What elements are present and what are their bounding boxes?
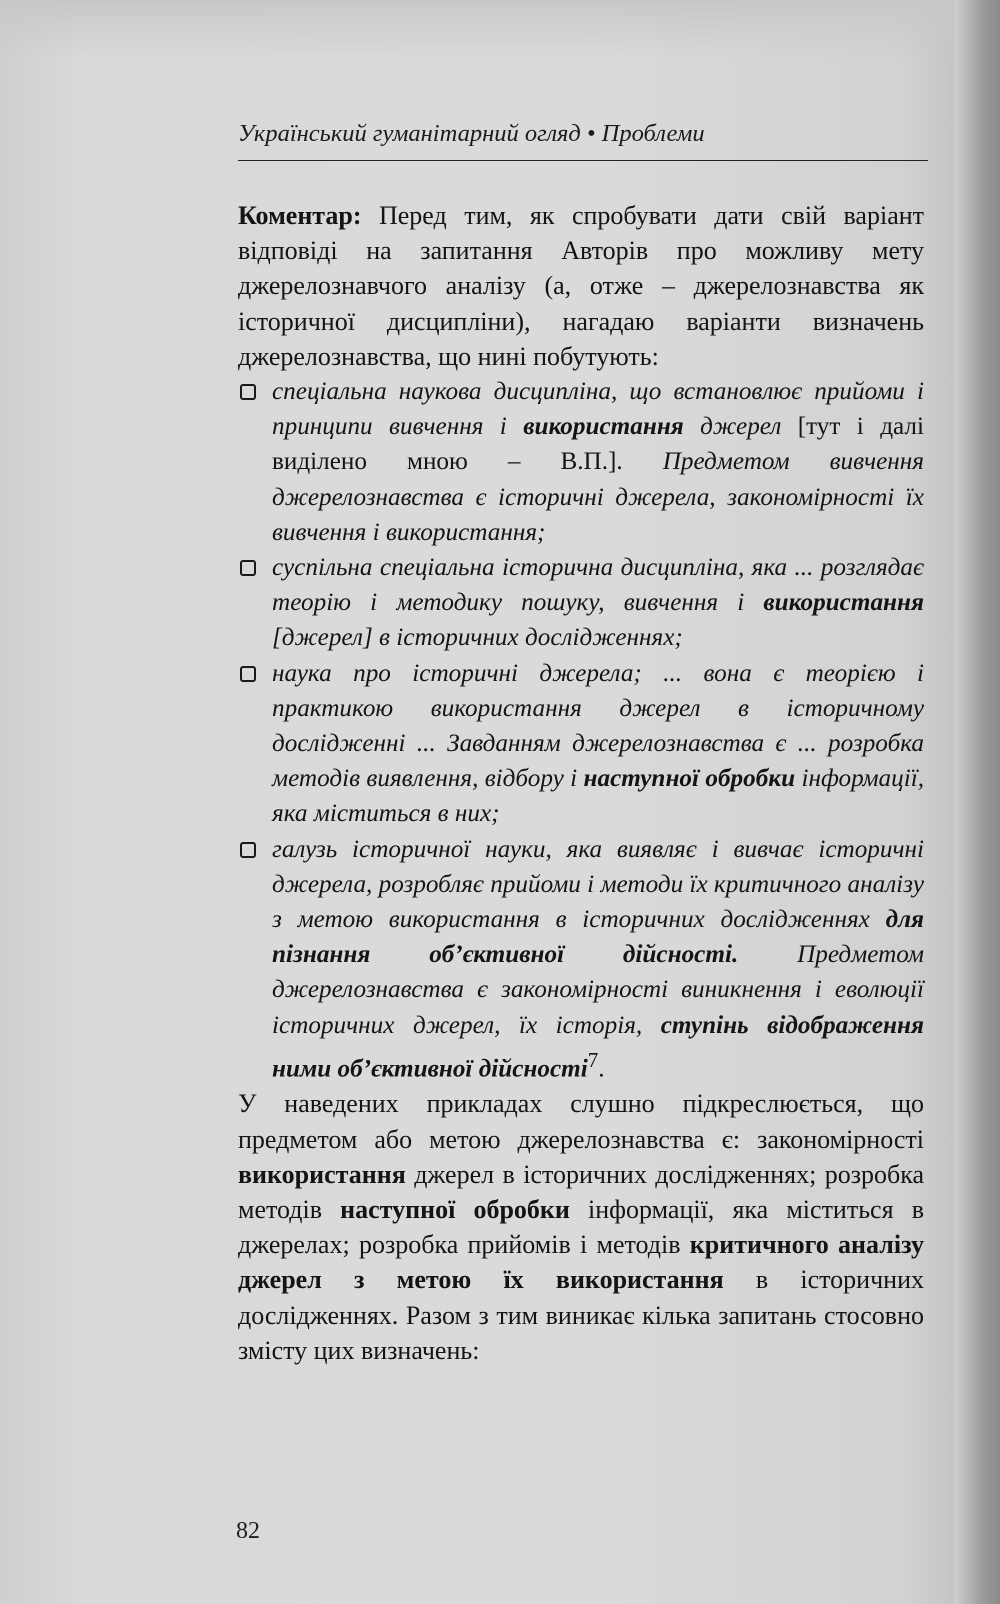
- running-header: [238, 120, 928, 148]
- comment-intro: Перед тим, як спробувати дати свій варіант відповіді на запитання Авторів про можливу мету джерелознавчого аналізу (а, отже – джерелознавства як історичної дисципліни), нагадаю варіанти визначень джерелознавства, що нині побутують:: [238, 201, 925, 371]
- page-edge: [955, 0, 1000, 1604]
- header-rule: [238, 160, 928, 161]
- header-bullet: •: [586, 120, 596, 147]
- definition-emphasis: використання: [523, 413, 684, 441]
- author-note: [тут і далі виділено мною – В.П.].: [272, 413, 924, 476]
- definition-emphasis: ступінь відображення ними об’єктивної дійсності: [272, 1011, 924, 1083]
- definition-emphasis: використання: [763, 589, 924, 617]
- checkbox-bullet-icon: [240, 384, 256, 400]
- conclusion-text: джерел в історичних дослідженнях; розробка методів: [238, 1159, 924, 1225]
- page-number: 82: [236, 1518, 260, 1544]
- definition-text: інформації, яка міститься в них;: [272, 765, 924, 828]
- definition-text: .: [598, 1055, 605, 1083]
- definition-text: Предметом джерелознавства є закономірності виникнення і еволюції історичних джерел, їх історія,: [272, 941, 924, 1039]
- checkbox-bullet-icon: [240, 666, 256, 682]
- conclusion-text: в історичних дослідженнях. Разом з тим виникає кілька запитань стосовно змісту цих визначень:: [238, 1265, 924, 1365]
- definition-text: Предметом вивчення джерелознавства є історичні джерела, закономірності їх вивчення і використання;: [272, 448, 924, 546]
- definition-text: джерел: [683, 413, 798, 441]
- checkbox-bullet-icon: [240, 842, 256, 858]
- page-body: [238, 198, 924, 1368]
- conclusion-text: У наведених прикладах слушно підкреслюється, що предметом або метою джерелознавства є: закономірності: [238, 1089, 924, 1154]
- conclusion-emphasis: наступної обробки: [340, 1195, 570, 1225]
- definition-emphasis: для пізнання об’єктивної дійсності.: [272, 906, 924, 969]
- conclusion-text: інформації, яка міститься в джерелах; розробка прийомів і методів: [238, 1195, 924, 1260]
- definition-item-1: [238, 374, 924, 550]
- checkbox-bullet-icon: [240, 560, 256, 576]
- conclusion-emphasis: критичного аналізу джерел з метою їх використання: [238, 1230, 924, 1295]
- conclusion-paragraph: [238, 1086, 924, 1368]
- definitions-list: [238, 374, 924, 1086]
- definition-item-4: [238, 832, 924, 1087]
- conclusion-emphasis: використання: [238, 1159, 406, 1189]
- definition-text: наука про історичні джерела; ... вона є теорією і практикою використання джерел в історичному дослідженні ... Завданням джерелознавства є ... розробка методів виявлення, відбору і: [272, 659, 924, 793]
- definition-item-2: [238, 550, 924, 656]
- definition-emphasis: наступної обробки: [583, 765, 796, 793]
- definition-item-3: [238, 656, 924, 832]
- section-title: Проблеми: [601, 120, 705, 147]
- page-shadow: [0, 0, 1000, 60]
- definition-text: спеціальна наукова дисципліна, що встановлює прийоми і принципи вивчення і: [272, 378, 924, 441]
- comment-paragraph: [238, 198, 924, 374]
- definition-text: суспільна спеціальна історична дисципліна, яка ... розглядає теорію і методику пошуку, вивчення і: [272, 554, 924, 617]
- definition-text: галузь історичної науки, яка виявляє і вивчає історичні джерела, розробляє прийоми і методи їх критичного аналізу з метою використання в історичних дослідженнях: [272, 835, 925, 934]
- comment-label: Коментар:: [238, 201, 362, 230]
- definition-text: [джерел] в історичних дослідженнях;: [272, 624, 683, 652]
- journal-title: Український гуманітарний огляд: [238, 120, 581, 147]
- footnote-ref: 7: [587, 1047, 599, 1072]
